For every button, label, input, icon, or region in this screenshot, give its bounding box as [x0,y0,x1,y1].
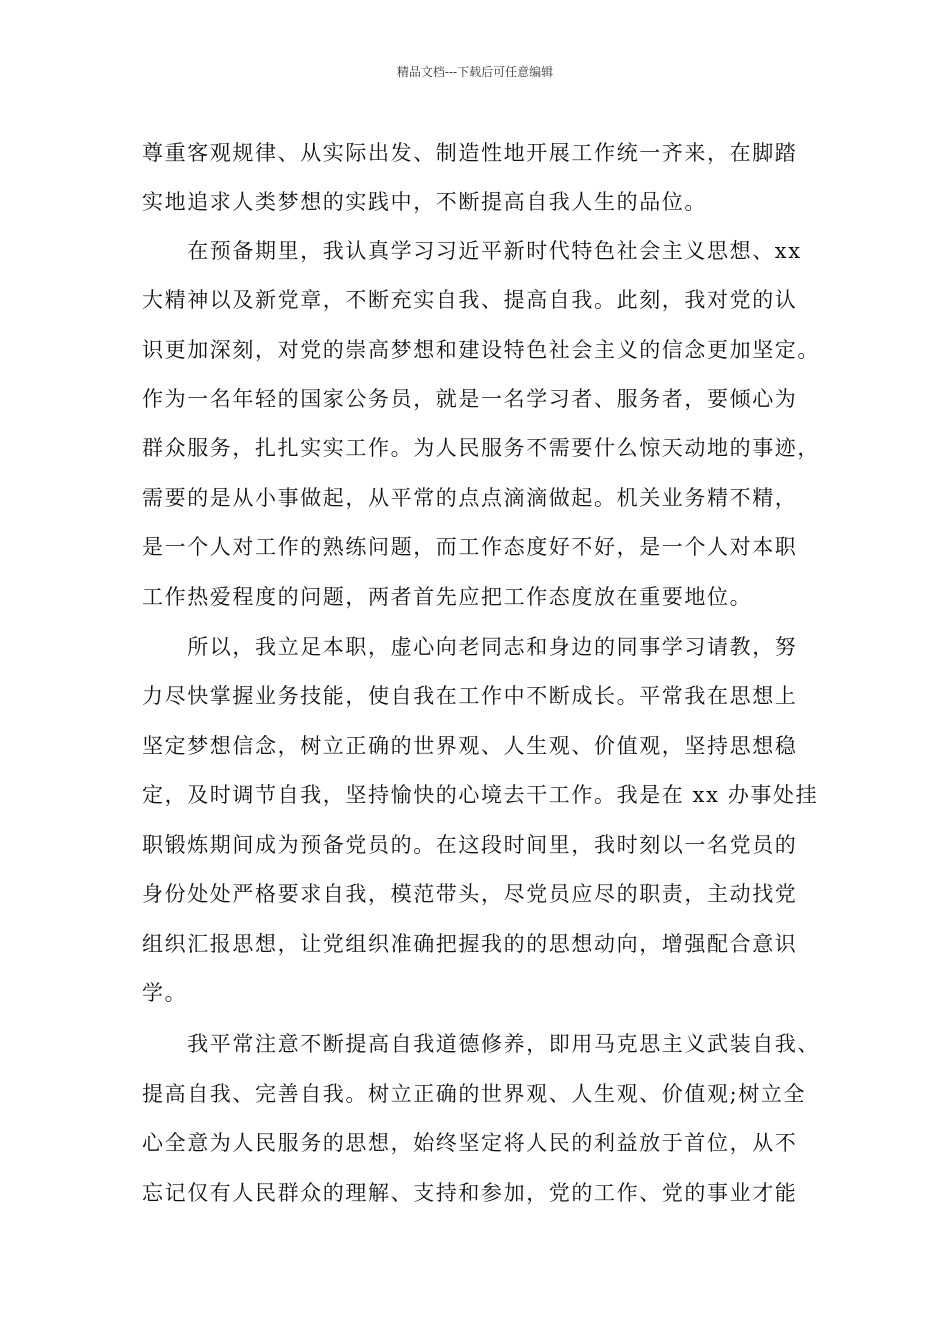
body-text-line: 学。 [142,981,188,1005]
body-text-line: 职锻炼期间成为预备党员的。在这段时间里，我时刻以一名党员的 [142,833,798,857]
body-text-line: 识更加深刻，对党的崇高梦想和建设特色社会主义的信念更加坚定。 [142,338,820,362]
body-text-line: 组织汇报思想，让党组织准确把握我的的思想动向，增强配合意识 [142,932,798,956]
body-text-line: 心全意为人民服务的思想，始终坚定将人民的利益放于首位，从不 [142,1131,798,1155]
body-text-line: 坚定梦想信念，树立正确的世界观、人生观、价值观，坚持思想稳 [142,734,798,758]
body-text-line: 忘记仅有人民群众的理解、支持和参加，党的工作、党的事业才能 [142,1181,798,1205]
body-text-line: 身份处处严格要求自我，模范带头，尽党员应尽的职责，主动找党 [142,882,798,906]
body-text-line: 所以，我立足本职，虚心向老同志和身边的同事学习请教，努 [142,635,798,659]
body-text-line: 实地追求人类梦想的实践中，不断提高自我人生的品位。 [142,190,707,214]
body-text-line: 群众服务，扎扎实实工作。为人民服务不需要什么惊天动地的事迹， [142,436,820,460]
body-text-line: 需要的是从小事做起，从平常的点点滴滴做起。机关业务精不精， [142,486,798,510]
body-text-line: 力尽快掌握业务技能，使自我在工作中不断成长。平常我在思想上 [142,684,798,708]
body-text-line: 作为一名年轻的国家公务员，就是一名学习者、服务者，要倾心为 [142,387,798,411]
body-text-line: 我平常注意不断提高自我道德修养，即用马克思主义武装自我、 [142,1032,820,1056]
body-text-line: 在预备期里，我认真学习习近平新时代特色社会主义思想、xx [142,239,802,263]
body-text-line: 工作热爱程度的问题，两者首先应把工作态度放在重要地位。 [142,585,753,609]
body-text-line: 大精神以及新党章，不断充实自我、提高自我。此刻，我对党的认 [142,288,798,312]
page-header: 精品文档---下载后可任意编辑 [396,65,554,79]
body-text-line: 定，及时调节自我，坚持愉快的心境去干工作。我是在 xx 办事处挂 [142,783,819,807]
body-text-line: 提高自我、完善自我。树立正确的世界观、人生观、价值观;树立全 [142,1082,807,1106]
body-text-line: 是一个人对工作的熟练问题，而工作态度好不好，是一个人对本职 [142,535,798,559]
body-text-line: 尊重客观规律、从实际出发、制造性地开展工作统一齐来，在脚踏 [142,141,798,165]
